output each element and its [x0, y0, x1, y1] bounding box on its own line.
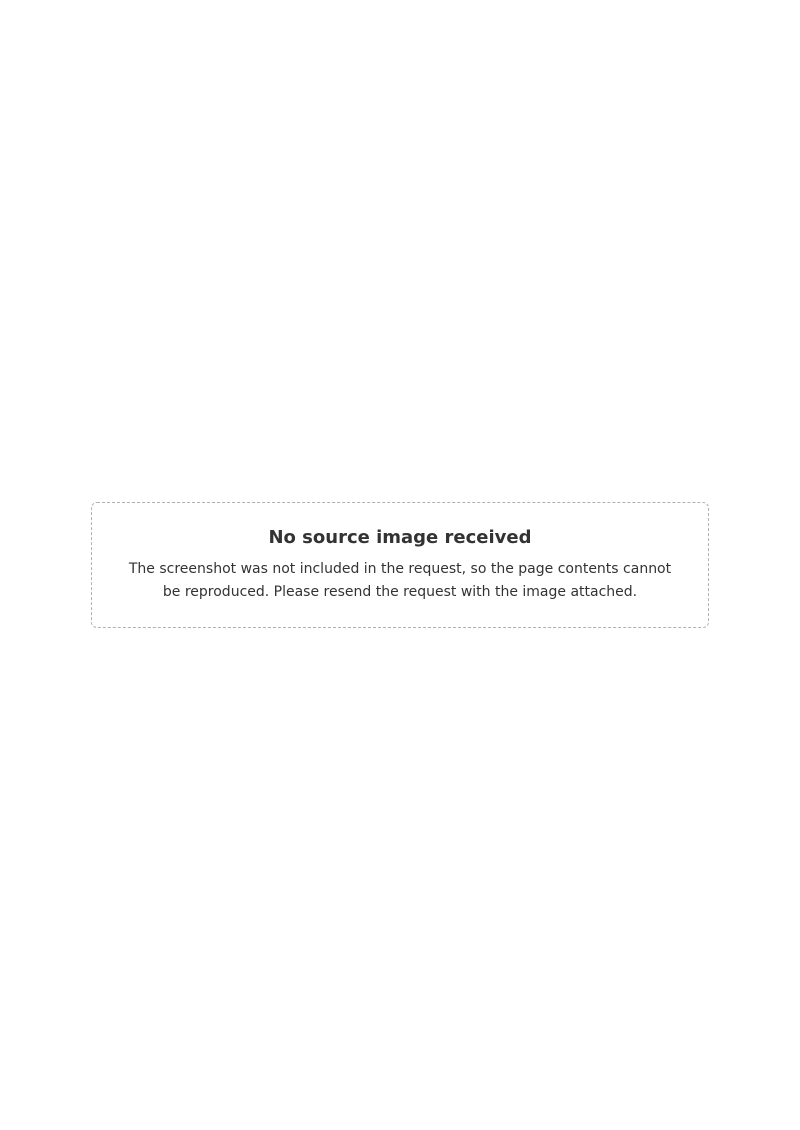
- missing-image-notice: [91, 502, 709, 628]
- notice-title: No source image received: [268, 527, 532, 549]
- notice-body: The screenshot was not included in the request, so the page contents cannot be reproduced. Please resend the request with the image attached.: [128, 561, 672, 600]
